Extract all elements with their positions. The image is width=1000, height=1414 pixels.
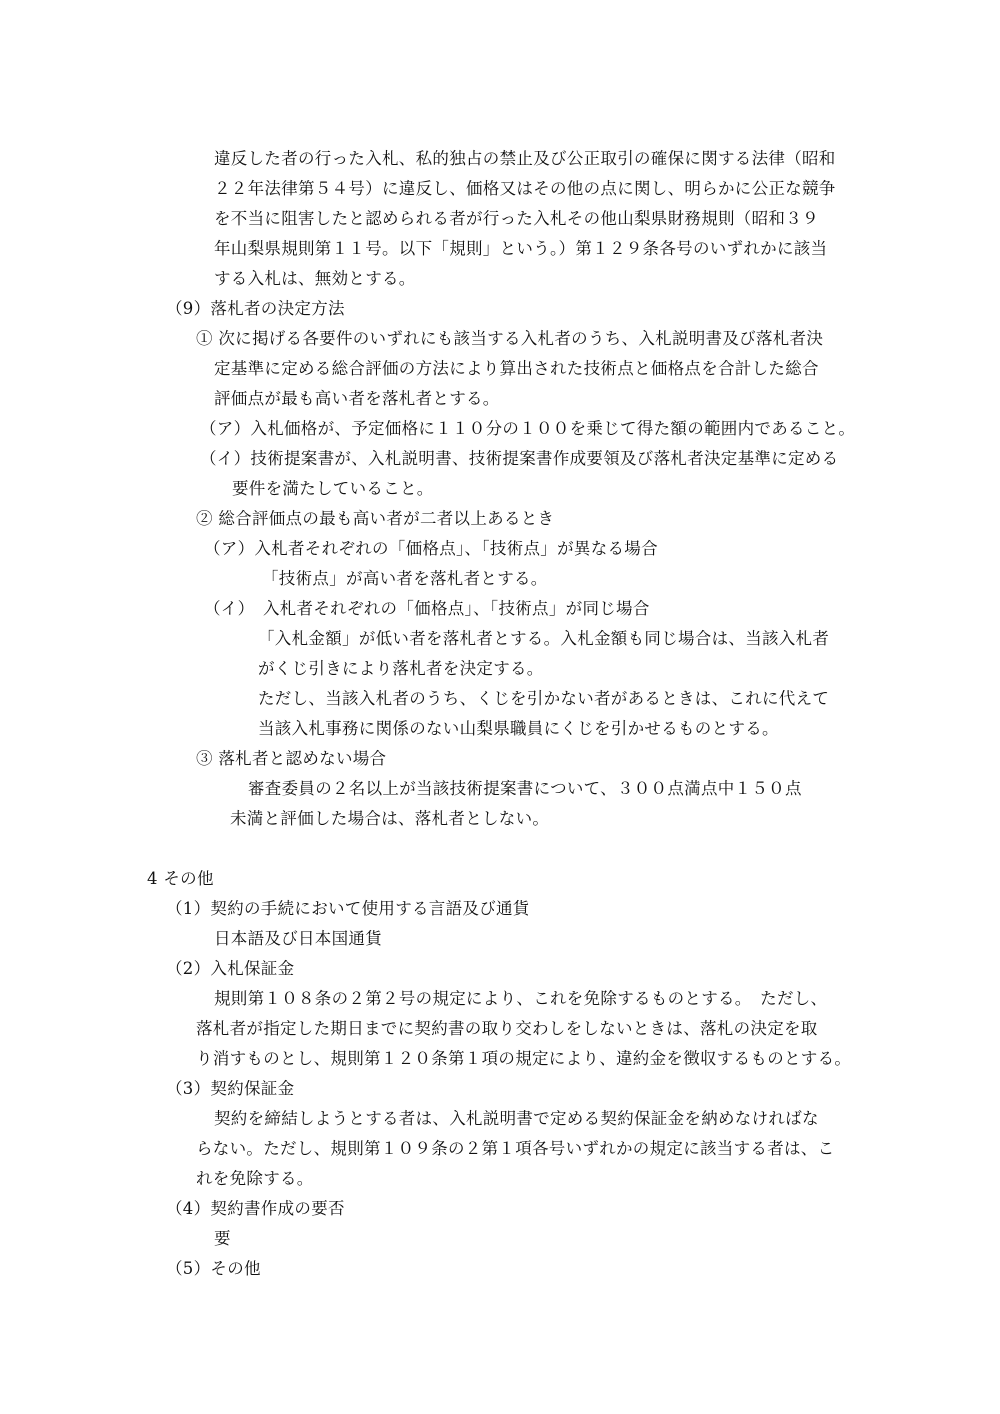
subsection-heading: （5）その他 (166, 1259, 261, 1278)
text-line: ただし、当該入札者のうち、くじを引かない者があるときは、これに代えて (258, 689, 830, 708)
text-line: （ア）入札価格が、予定価格に１１０分の１００を乗じて得た額の範囲内であること。 (200, 419, 856, 438)
subsection-heading: （3）契約保証金 (166, 1079, 295, 1098)
text-line: 規則第１０８条の２第２号の規定により、これを免除するものとする。 ただし、 (214, 989, 828, 1008)
section-heading: 4 その他 (147, 869, 214, 888)
text-line: がくじ引きにより落札者を決定する。 (258, 659, 544, 678)
text-line: ２２年法律第５４号）に違反し、価格又はその他の点に関し、明らかに公正な競争 (214, 179, 836, 198)
text-line: 「技術点」が高い者を落札者とする。 (262, 569, 548, 588)
subsection-heading: （4）契約書作成の要否 (166, 1199, 345, 1218)
text-line: 審査委員の２名以上が当該技術提案書について、３００点満点中１５０点 (248, 779, 802, 798)
text-line: 年山梨県規則第１１号。以下「規則」という。）第１２９条各号のいずれかに該当 (214, 239, 828, 258)
text-line: を不当に阻害したと認められる者が行った入札その他山梨県財務規則（昭和３９ (214, 209, 819, 228)
text-line: 定基準に定める総合評価の方法により算出された技術点と価格点を合計した総合 (214, 359, 819, 378)
text-line: する入札は、無効とする。 (214, 269, 416, 288)
text-line: れを免除する。 (196, 1169, 314, 1188)
text-line: 要 (214, 1229, 231, 1248)
text-line: ③ 落札者と認めない場合 (196, 749, 387, 768)
text-line: ① 次に掲げる各要件のいずれにも該当する入札者のうち、入札説明書及び落札者決 (196, 329, 824, 348)
subsection-heading: （2）入札保証金 (166, 959, 295, 978)
text-line: 日本語及び日本国通貨 (214, 929, 382, 948)
section-heading: （9）落札者の決定方法 (166, 299, 345, 318)
text-line: 落札者が指定した期日までに契約書の取り交わしをしないときは、落札の決定を取 (196, 1019, 818, 1038)
text-line: 未満と評価した場合は、落札者としない。 (230, 809, 550, 828)
text-line: （イ）技術提案書が、入札説明書、技術提案書作成要領及び落札者決定基準に定める (200, 449, 839, 468)
text-line: らない。ただし、規則第１０９条の２第１項各号いずれかの規定に該当する者は、こ (196, 1139, 835, 1158)
text-line: 要件を満たしていること。 (232, 479, 434, 498)
text-line: り消すものとし、規則第１２０条第１項の規定により、違約金を徴収するものとする。 (196, 1049, 852, 1068)
subsection-heading: （1）契約の手続において使用する言語及び通貨 (166, 899, 530, 918)
text-line: 違反した者の行った入札、私的独占の禁止及び公正取引の確保に関する法律（昭和 (214, 149, 836, 168)
text-line: （イ） 入札者それぞれの「価格点」、「技術点」が同じ場合 (204, 599, 650, 618)
text-line: （ア）入札者それぞれの「価格点」、「技術点」が異なる場合 (204, 539, 658, 558)
text-line: 評価点が最も高い者を落札者とする。 (214, 389, 500, 408)
text-line: ② 総合評価点の最も高い者が二者以上あるとき (196, 509, 555, 528)
text-line: 当該入札事務に関係のない山梨県職員にくじを引かせるものとする。 (258, 719, 779, 738)
text-line: 契約を締結しようとする者は、入札説明書で定める契約保証金を納めなければな (214, 1109, 819, 1128)
text-line: 「入札金額」が低い者を落札者とする。入札金額も同じ場合は、当該入札者 (258, 629, 830, 648)
